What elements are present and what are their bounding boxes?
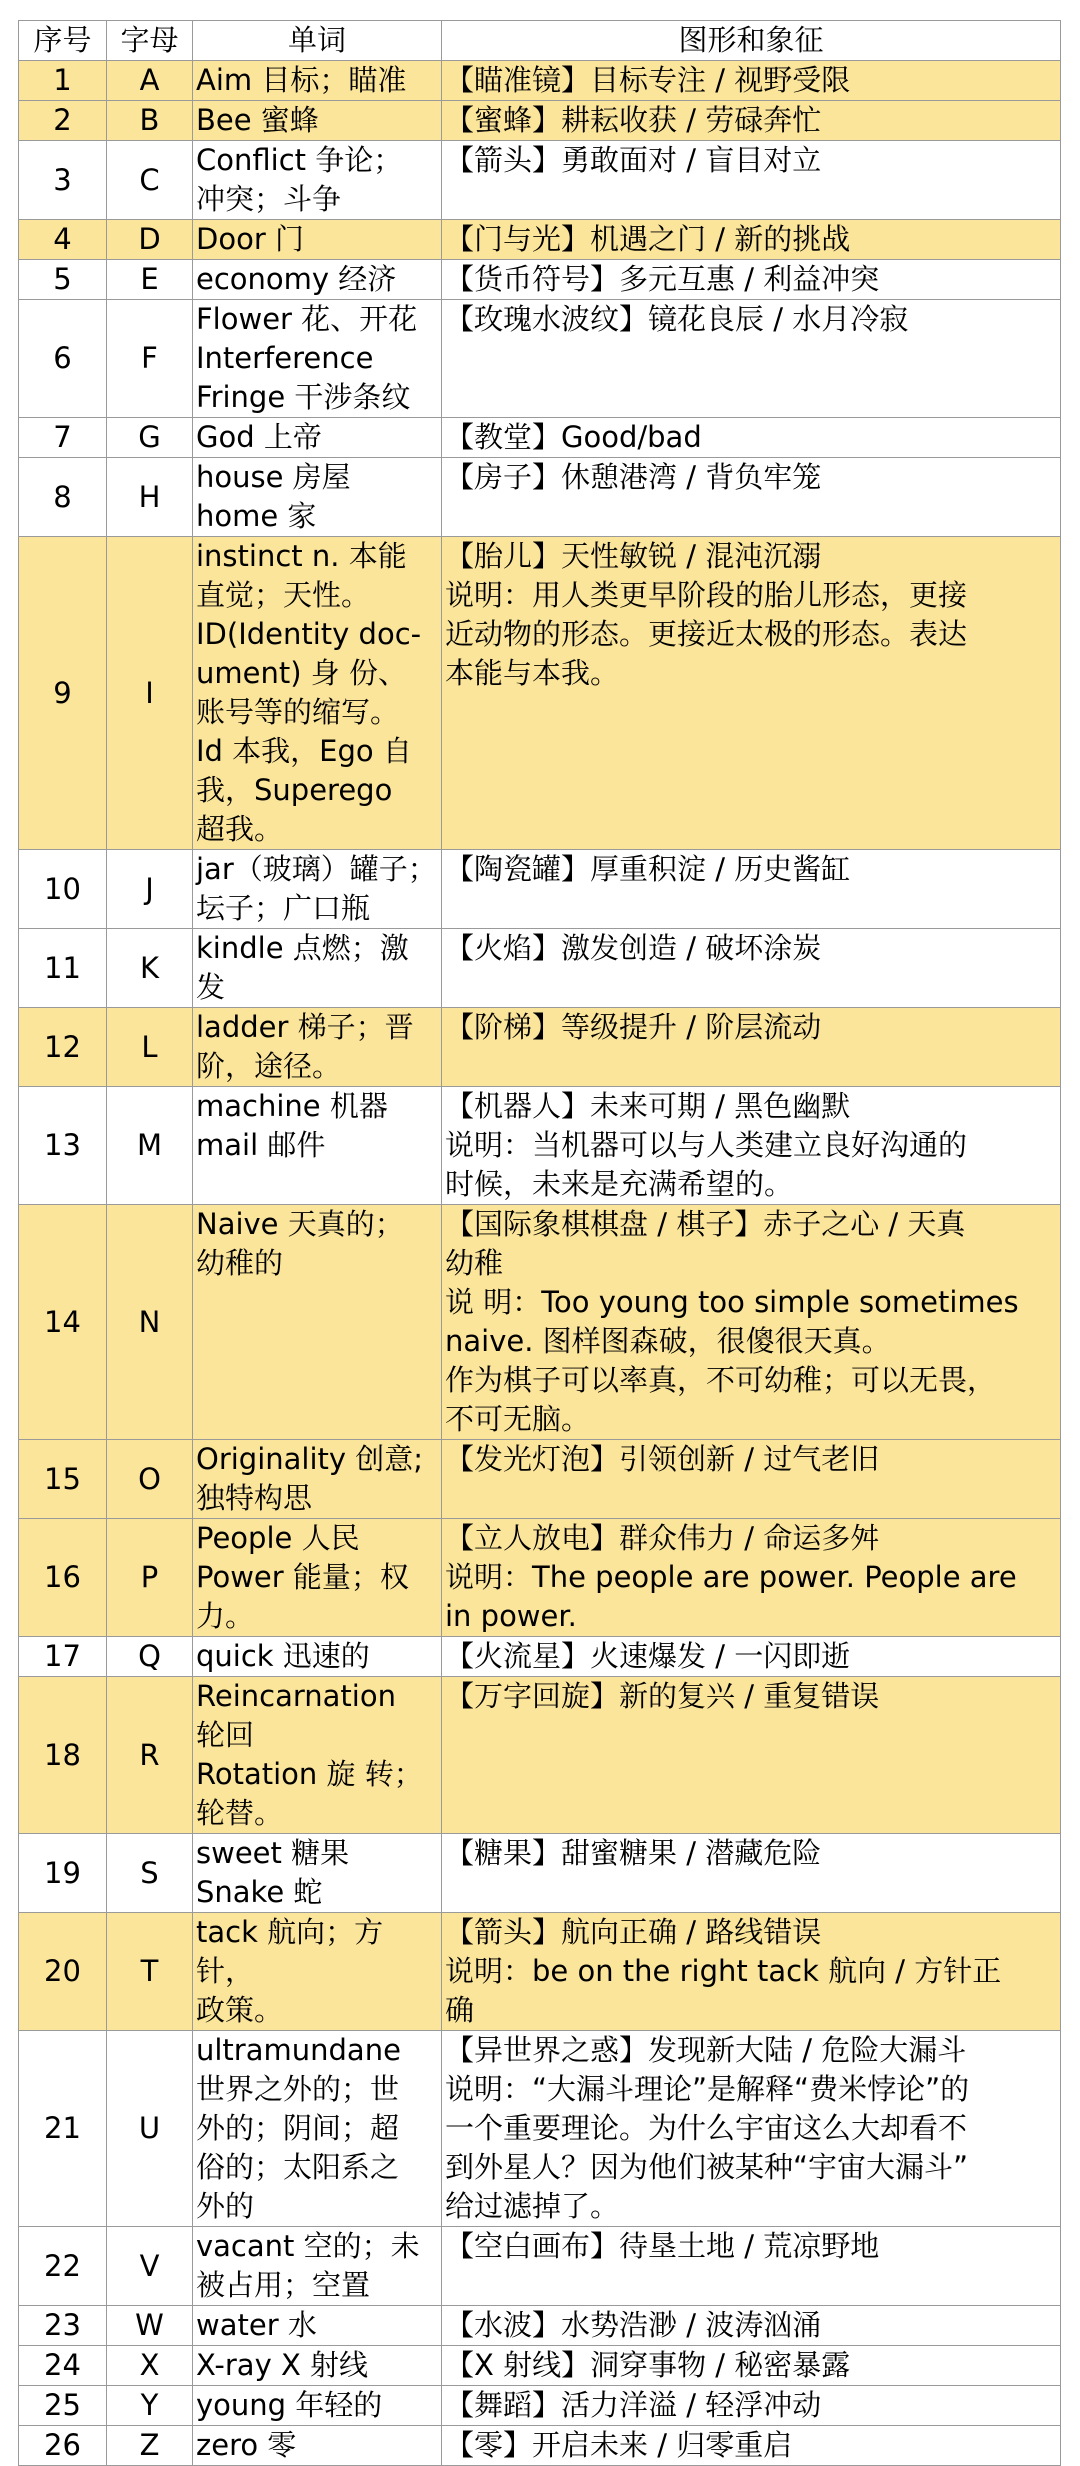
symbol-line: 【箭头】勇敢面对 / 盲目对立 — [445, 143, 822, 177]
row-letter: E — [107, 260, 193, 300]
symbol-line: 幼稚 — [445, 1246, 504, 1280]
row-letter: W — [107, 2306, 193, 2346]
table-row — [19, 101, 1061, 141]
table-row — [19, 1677, 1061, 1834]
word-line: vacant 空的；未 — [196, 2229, 420, 2263]
row-symbol — [442, 2031, 1061, 2227]
row-letter: U — [107, 2031, 193, 2227]
row-symbol — [442, 61, 1061, 101]
word-line: 俗的；太阳系之 — [196, 2150, 400, 2184]
row-word — [193, 2426, 442, 2466]
row-symbol — [442, 1087, 1061, 1205]
row-word — [193, 418, 442, 458]
symbol-line: 【玫瑰水波纹】镜花良辰 / 水月冷寂 — [445, 302, 909, 336]
word-line: home 家 — [196, 499, 317, 533]
word-line: 独特构思 — [196, 1481, 313, 1515]
symbol-line: 【陶瓷罐】厚重积淀 / 历史酱缸 — [445, 852, 851, 886]
row-letter: S — [107, 1834, 193, 1913]
row-word — [193, 1913, 442, 2031]
row-word — [193, 458, 442, 537]
row-word — [193, 1440, 442, 1519]
table-row — [19, 300, 1061, 418]
word-line: Snake 蛇 — [196, 1875, 323, 1909]
symbol-line: 说明：“大漏斗理论”是解释“费米悖论”的 — [445, 2072, 970, 2106]
row-number: 11 — [19, 929, 107, 1008]
row-number: 22 — [19, 2227, 107, 2306]
row-symbol — [442, 1440, 1061, 1519]
symbol-line: 一个重要理论。为什么宇宙这么大却看不 — [445, 2111, 968, 2145]
symbol-line: 说明：用人类更早阶段的胎儿形态，更接 — [445, 578, 968, 612]
symbol-line: 说明：be on the right tack 航向 / 方针正 — [445, 1954, 1002, 1988]
row-symbol — [442, 2386, 1061, 2426]
row-word — [193, 850, 442, 929]
row-number: 4 — [19, 220, 107, 260]
word-line: 外的 — [196, 2189, 255, 2223]
row-number: 17 — [19, 1637, 107, 1677]
word-line: X-ray X 射线 — [196, 2348, 369, 2382]
row-word — [193, 61, 442, 101]
table-row — [19, 458, 1061, 537]
word-line: mail 邮件 — [196, 1128, 326, 1162]
row-number: 8 — [19, 458, 107, 537]
word-line: 账号等的缩写。 — [196, 695, 400, 729]
word-line: economy 经济 — [196, 262, 397, 296]
row-word — [193, 2386, 442, 2426]
symbol-line: 【万字回旋】新的复兴 / 重复错误 — [445, 1679, 880, 1713]
table-row — [19, 418, 1061, 458]
table-row — [19, 1834, 1061, 1913]
row-word — [193, 1008, 442, 1087]
row-number: 9 — [19, 537, 107, 850]
row-letter: J — [107, 850, 193, 929]
word-line: People 人民 — [196, 1521, 360, 1555]
word-line: tack 航向；方针， — [196, 1915, 384, 1988]
row-symbol — [442, 929, 1061, 1008]
symbol-line: 【房子】休憩港湾 / 背负牢笼 — [445, 460, 822, 494]
table-row — [19, 2031, 1061, 2227]
word-line: Flower 花、开花 — [196, 302, 418, 336]
word-line: house 房屋 — [196, 460, 351, 494]
table-row — [19, 929, 1061, 1008]
row-symbol — [442, 850, 1061, 929]
table-row — [19, 1519, 1061, 1637]
row-word — [193, 2306, 442, 2346]
word-line: 被占用；空置 — [196, 2268, 371, 2302]
row-number: 24 — [19, 2346, 107, 2386]
row-word — [193, 1677, 442, 1834]
word-line: instinct n. 本能 — [196, 539, 407, 573]
row-number: 25 — [19, 2386, 107, 2426]
row-symbol — [442, 1008, 1061, 1087]
table-row — [19, 2346, 1061, 2386]
row-number: 15 — [19, 1440, 107, 1519]
symbol-line: in power. — [445, 1599, 577, 1633]
word-line: zero 零 — [196, 2428, 297, 2462]
row-letter: C — [107, 141, 193, 220]
symbol-line: 说明：The people are power. People are — [445, 1560, 1017, 1594]
row-symbol — [442, 2346, 1061, 2386]
row-letter: N — [107, 1205, 193, 1440]
alphabet-symbol-table — [18, 20, 1061, 2466]
word-line: ument) 身 份、 — [196, 656, 407, 690]
row-letter: A — [107, 61, 193, 101]
row-letter: Z — [107, 2426, 193, 2466]
row-number: 14 — [19, 1205, 107, 1440]
row-letter: G — [107, 418, 193, 458]
symbol-line: 不可无脑。 — [445, 1402, 591, 1436]
word-line: Rotation 旋 转； — [196, 1757, 423, 1791]
symbol-line: 【X 射线】洞穿事物 / 秘密暴露 — [445, 2348, 851, 2382]
table-row — [19, 850, 1061, 929]
word-line: ultramundane — [196, 2033, 401, 2067]
row-letter: P — [107, 1519, 193, 1637]
row-symbol — [442, 1637, 1061, 1677]
symbol-line: 说明：当机器可以与人类建立良好沟通的 — [445, 1128, 968, 1162]
header-letter: 字母 — [107, 21, 193, 61]
symbol-line: 【货币符号】多元互惠 / 利益冲突 — [445, 262, 880, 296]
word-line: Id 本我，Ego 自 — [196, 734, 412, 768]
symbol-line: 【糖果】甜蜜糖果 / 潜藏危险 — [445, 1836, 822, 1870]
row-letter: D — [107, 220, 193, 260]
symbol-line: 【机器人】未来可期 / 黑色幽默 — [445, 1089, 851, 1123]
row-symbol — [442, 458, 1061, 537]
row-word — [193, 1519, 442, 1637]
row-word — [193, 2031, 442, 2227]
symbol-line: 【空白画布】待垦土地 / 荒凉野地 — [445, 2229, 880, 2263]
word-line: Conflict 争论； — [196, 143, 403, 177]
symbol-line: 时候，未来是充满希望的。 — [445, 1167, 794, 1201]
row-word — [193, 1087, 442, 1205]
row-symbol — [442, 1677, 1061, 1834]
row-number: 26 — [19, 2426, 107, 2466]
table-row — [19, 2426, 1061, 2466]
row-letter: I — [107, 537, 193, 850]
symbol-line: 【蜜蜂】耕耘收获 / 劳碌奔忙 — [445, 103, 822, 137]
word-line: God 上帝 — [196, 420, 322, 454]
row-symbol — [442, 1913, 1061, 2031]
row-number: 2 — [19, 101, 107, 141]
symbol-line: 【异世界之惑】发现新大陆 / 危险大漏斗 — [445, 2033, 967, 2067]
row-symbol — [442, 1834, 1061, 1913]
row-symbol — [442, 260, 1061, 300]
symbol-line: 说 明：Too young too simple sometimes — [445, 1285, 1019, 1319]
table-row — [19, 141, 1061, 220]
symbol-line: 【阶梯】等级提升 / 阶层流动 — [445, 1010, 822, 1044]
word-line: 直觉；天性。 — [196, 578, 371, 612]
row-symbol — [442, 2306, 1061, 2346]
row-symbol — [442, 418, 1061, 458]
symbol-line: 【发光灯泡】引领创新 / 过气老旧 — [445, 1442, 880, 1476]
row-number: 12 — [19, 1008, 107, 1087]
row-symbol — [442, 2426, 1061, 2466]
word-line: ladder 梯子；晋 — [196, 1010, 414, 1044]
row-word — [193, 260, 442, 300]
row-word — [193, 929, 442, 1008]
row-number: 6 — [19, 300, 107, 418]
row-symbol — [442, 220, 1061, 260]
table-row — [19, 1205, 1061, 1440]
header-number: 序号 — [19, 21, 107, 61]
word-line: Bee 蜜蜂 — [196, 103, 319, 137]
row-word — [193, 1637, 442, 1677]
row-letter: M — [107, 1087, 193, 1205]
header-word: 单词 — [193, 21, 442, 61]
word-line: Power 能量；权 — [196, 1560, 409, 1594]
symbol-line: 确 — [445, 1993, 475, 2027]
word-line: 超我。 — [196, 812, 284, 846]
word-line: Fringe 干涉条纹 — [196, 380, 411, 414]
symbol-line: 【舞蹈】活力洋溢 / 轻浮冲动 — [445, 2388, 822, 2422]
row-letter: Q — [107, 1637, 193, 1677]
symbol-line: 【国际象棋棋盘 / 棋子】赤子之心 / 天真 — [445, 1207, 966, 1241]
table-row — [19, 260, 1061, 300]
row-letter: F — [107, 300, 193, 418]
row-number: 10 — [19, 850, 107, 929]
row-number: 18 — [19, 1677, 107, 1834]
row-word — [193, 220, 442, 260]
word-line: 坛子；广口瓶 — [196, 891, 371, 925]
table-row — [19, 2386, 1061, 2426]
table-row — [19, 1637, 1061, 1677]
table-row — [19, 1440, 1061, 1519]
word-line: water 水 — [196, 2308, 317, 2342]
row-word — [193, 141, 442, 220]
row-letter: X — [107, 2346, 193, 2386]
symbol-line: 到外星人？因为他们被某种“宇宙大漏斗” — [445, 2150, 969, 2184]
row-symbol — [442, 101, 1061, 141]
symbol-line: 本能与本我。 — [445, 656, 620, 690]
word-line: ID(Identity doc- — [196, 617, 422, 651]
row-number: 1 — [19, 61, 107, 101]
row-number: 16 — [19, 1519, 107, 1637]
word-line: Interference — [196, 341, 374, 375]
row-word — [193, 1205, 442, 1440]
row-letter: Y — [107, 2386, 193, 2426]
word-line: Aim 目标；瞄准 — [196, 63, 407, 97]
word-line: Naive 天真的； — [196, 1207, 404, 1241]
word-line: 冲突；斗争 — [196, 182, 342, 216]
row-number: 21 — [19, 2031, 107, 2227]
word-line: 轮回 — [196, 1718, 255, 1752]
row-number: 23 — [19, 2306, 107, 2346]
row-number: 19 — [19, 1834, 107, 1913]
symbol-line: 【水波】水势浩渺 / 波涛汹涌 — [445, 2308, 822, 2342]
word-line: Reincarnation — [196, 1679, 396, 1713]
row-letter: B — [107, 101, 193, 141]
word-line: Originality 创意; — [196, 1442, 424, 1476]
table-row — [19, 220, 1061, 260]
word-line: young 年轻的 — [196, 2388, 383, 2422]
symbol-line: 给过滤掉了。 — [445, 2189, 620, 2223]
word-line: 幼稚的 — [196, 1246, 284, 1280]
row-word — [193, 537, 442, 850]
symbol-line: 【箭头】航向正确 / 路线错误 — [445, 1915, 822, 1949]
symbol-line: 【胎儿】天性敏锐 / 混沌沉溺 — [445, 539, 822, 573]
row-symbol — [442, 1519, 1061, 1637]
symbol-line: 【火焰】激发创造 / 破坏涂炭 — [445, 931, 822, 965]
symbol-line: naive. 图样图森破，很傻很天真。 — [445, 1324, 891, 1358]
table-row — [19, 1087, 1061, 1205]
row-letter: L — [107, 1008, 193, 1087]
table-row — [19, 537, 1061, 850]
table-row — [19, 2227, 1061, 2306]
word-line: 外的；阴间；超 — [196, 2111, 400, 2145]
row-letter: R — [107, 1677, 193, 1834]
word-line: 发 — [196, 970, 226, 1004]
row-number: 5 — [19, 260, 107, 300]
symbol-line: 【火流星】火速爆发 / 一闪即逝 — [445, 1639, 851, 1673]
row-symbol — [442, 2227, 1061, 2306]
word-line: kindle 点燃；激 — [196, 931, 409, 965]
symbol-line: 【立人放电】群众伟力 / 命运多舛 — [445, 1521, 880, 1555]
symbol-line: 近动物的形态。更接近太极的形态。表达 — [445, 617, 968, 651]
row-letter: O — [107, 1440, 193, 1519]
row-number: 3 — [19, 141, 107, 220]
table-header-row — [19, 21, 1061, 61]
word-line: 轮替。 — [196, 1796, 284, 1830]
row-letter: V — [107, 2227, 193, 2306]
header-symbol: 图形和象征 — [442, 21, 1061, 61]
row-symbol — [442, 1205, 1061, 1440]
row-number: 13 — [19, 1087, 107, 1205]
row-symbol — [442, 537, 1061, 850]
row-letter: T — [107, 1913, 193, 2031]
word-line: jar（玻璃）罐子； — [196, 852, 437, 886]
table-row — [19, 2306, 1061, 2346]
row-number: 20 — [19, 1913, 107, 2031]
row-letter: K — [107, 929, 193, 1008]
word-line: 阶，途径。 — [196, 1049, 342, 1083]
word-line: 政策。 — [196, 1993, 284, 2027]
symbol-line: 【零】开启未来 / 归零重启 — [445, 2428, 793, 2462]
row-word — [193, 2346, 442, 2386]
table-row — [19, 1008, 1061, 1087]
symbol-line: 【门与光】机遇之门 / 新的挑战 — [445, 222, 851, 256]
word-line: 力。 — [196, 1599, 255, 1633]
symbol-line: 【教堂】Good/bad — [445, 420, 702, 454]
word-line: machine 机器 — [196, 1089, 388, 1123]
table-row — [19, 1913, 1061, 2031]
word-line: Door 门 — [196, 222, 304, 256]
row-symbol — [442, 141, 1061, 220]
word-line: 我，Superego — [196, 773, 393, 807]
row-number: 7 — [19, 418, 107, 458]
row-word — [193, 1834, 442, 1913]
word-line: quick 迅速的 — [196, 1639, 370, 1673]
row-word — [193, 101, 442, 141]
row-symbol — [442, 300, 1061, 418]
row-letter: H — [107, 458, 193, 537]
symbol-line: 作为棋子可以率真，不可幼稚；可以无畏， — [445, 1363, 997, 1397]
row-word — [193, 2227, 442, 2306]
table-row — [19, 61, 1061, 101]
row-word — [193, 300, 442, 418]
word-line: sweet 糖果 — [196, 1836, 350, 1870]
word-line: 世界之外的；世 — [196, 2072, 400, 2106]
symbol-line: 【瞄准镜】目标专注 / 视野受限 — [445, 63, 851, 97]
